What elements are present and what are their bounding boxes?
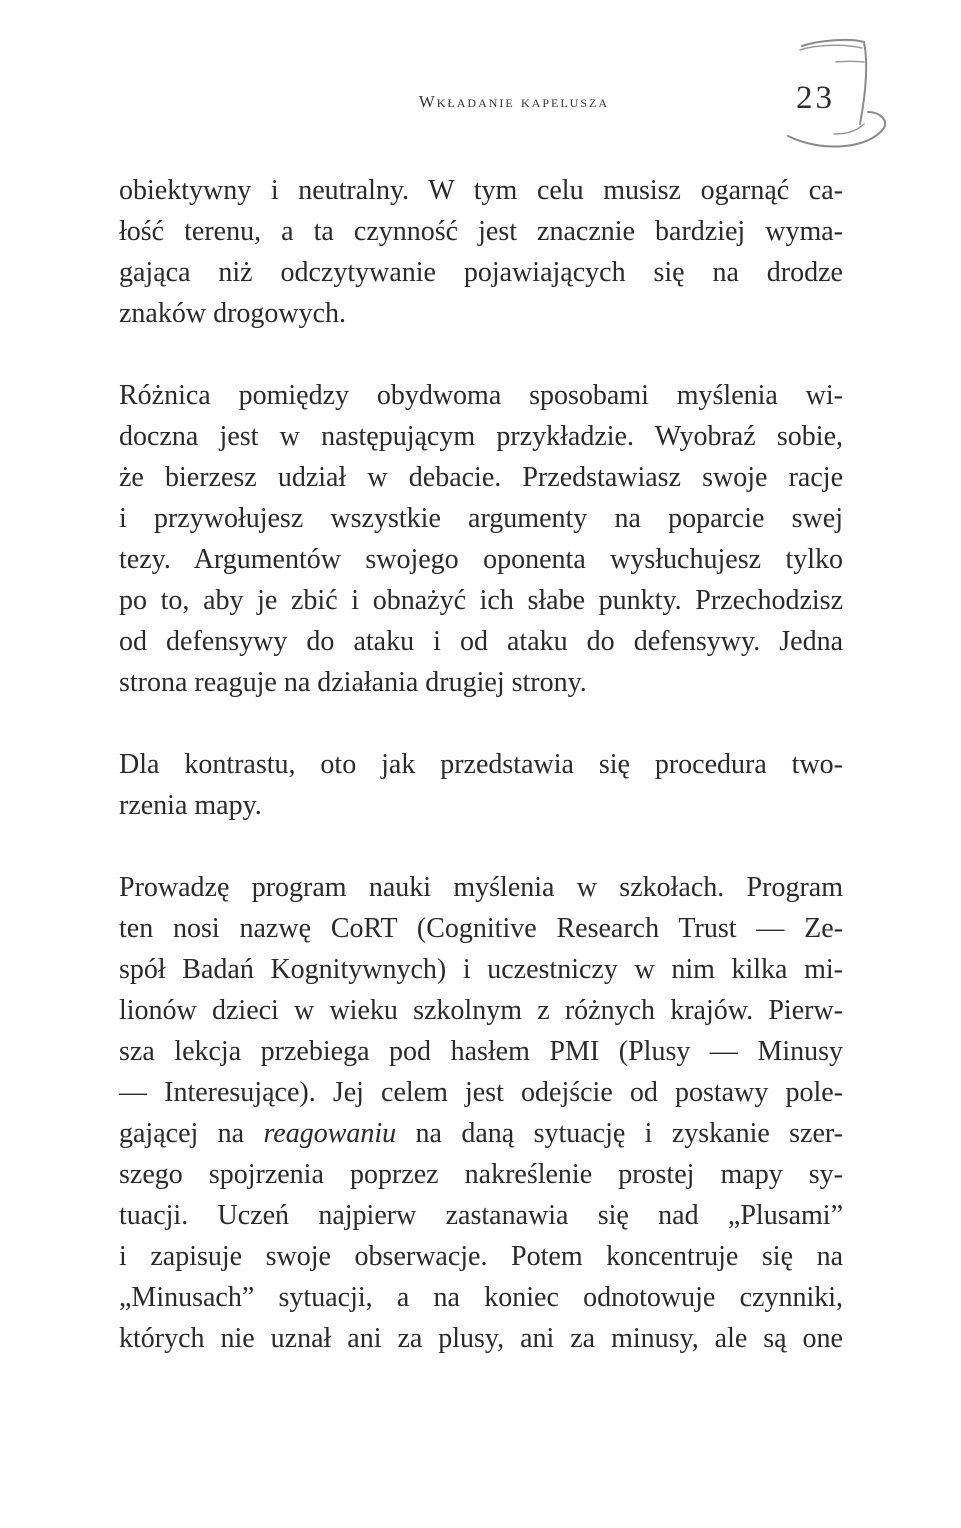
text-line: gająca niż odczytywanie pojawiających się na drodze — [119, 257, 843, 288]
text-line: — Interesujące). Jej celem jest odejście od postawy pole- — [119, 1077, 843, 1108]
text-fragment: na daną sytuację i zyskanie szer- — [396, 1118, 843, 1149]
paragraph-2 — [119, 375, 843, 703]
text-line-with-emphasis — [119, 1113, 843, 1154]
text-line: „Minusach” sytuacji, a na koniec odnotowuje czynniki, — [119, 1282, 843, 1313]
text-line: obiektywny i neutralny. W tym celu musisz ogarnąć ca- — [119, 175, 843, 206]
text-line: po to, aby je zbić i obnażyć ich słabe punkty. Przechodzisz — [119, 585, 843, 616]
text-line: szego spojrzenia poprzez nakreślenie prostej mapy sy- — [119, 1159, 843, 1190]
text-line: Dla kontrastu, oto jak przedstawia się procedura two- — [119, 749, 843, 780]
page-number: 23 — [796, 80, 835, 116]
text-line: strona reaguje na działania drugiej strony. — [119, 667, 587, 698]
text-line: spół Badań Kognitywnych) i uczestniczy w nim kilka mi- — [119, 954, 843, 985]
text-line: i przywołujesz wszystkie argumenty na poparcie swej — [119, 503, 843, 534]
text-line: i zapisuje swoje obserwacje. Potem koncentruje się na — [119, 1241, 843, 1272]
paragraph-4 — [119, 867, 843, 1359]
text-body — [119, 170, 843, 1359]
text-line: lionów dzieci w wieku szkolnym z różnych krajów. Pierw- — [119, 995, 843, 1026]
text-line: sza lekcja przebiega pod hasłem PMI (Plusy — Minusy — [119, 1036, 843, 1067]
text-line: rzenia mapy. — [119, 790, 262, 821]
paragraph-1 — [119, 170, 843, 334]
text-line: znaków drogowych. — [119, 298, 347, 329]
text-line: tuacji. Uczeń najpierw zastanawia się nad „Plusami” — [119, 1200, 843, 1231]
text-line: od defensywy do ataku i od ataku do defensywy. Jedna — [119, 626, 843, 657]
text-line: że bierzesz udział w debacie. Przedstawiasz swoje racje — [119, 462, 843, 493]
text-line: łość terenu, a ta czynność jest znacznie bardziej wyma- — [119, 216, 843, 247]
text-line: doczna jest w następującym przykładzie. Wyobraź sobie, — [119, 421, 843, 452]
running-title: Wkładanie kapelusza — [418, 92, 609, 111]
text-line: tezy. Argumentów swojego oponenta wysłuchujesz tylko — [119, 544, 843, 575]
paragraph-3 — [119, 744, 843, 826]
text-line: Prowadzę program nauki myślenia w szkołach. Program — [119, 872, 843, 903]
text-line: Różnica pomiędzy obydwoma sposobami myślenia wi- — [119, 380, 843, 411]
hat-outline-icon — [780, 32, 890, 154]
text-line: ten nosi nazwę CoRT (Cognitive Research Trust — Ze- — [119, 913, 843, 944]
emphasis-reagowaniu: reagowaniu — [263, 1118, 397, 1149]
text-fragment: gającej na — [119, 1118, 264, 1149]
text-line: których nie uznał ani za plusy, ani za minusy, ale są one — [119, 1323, 843, 1354]
